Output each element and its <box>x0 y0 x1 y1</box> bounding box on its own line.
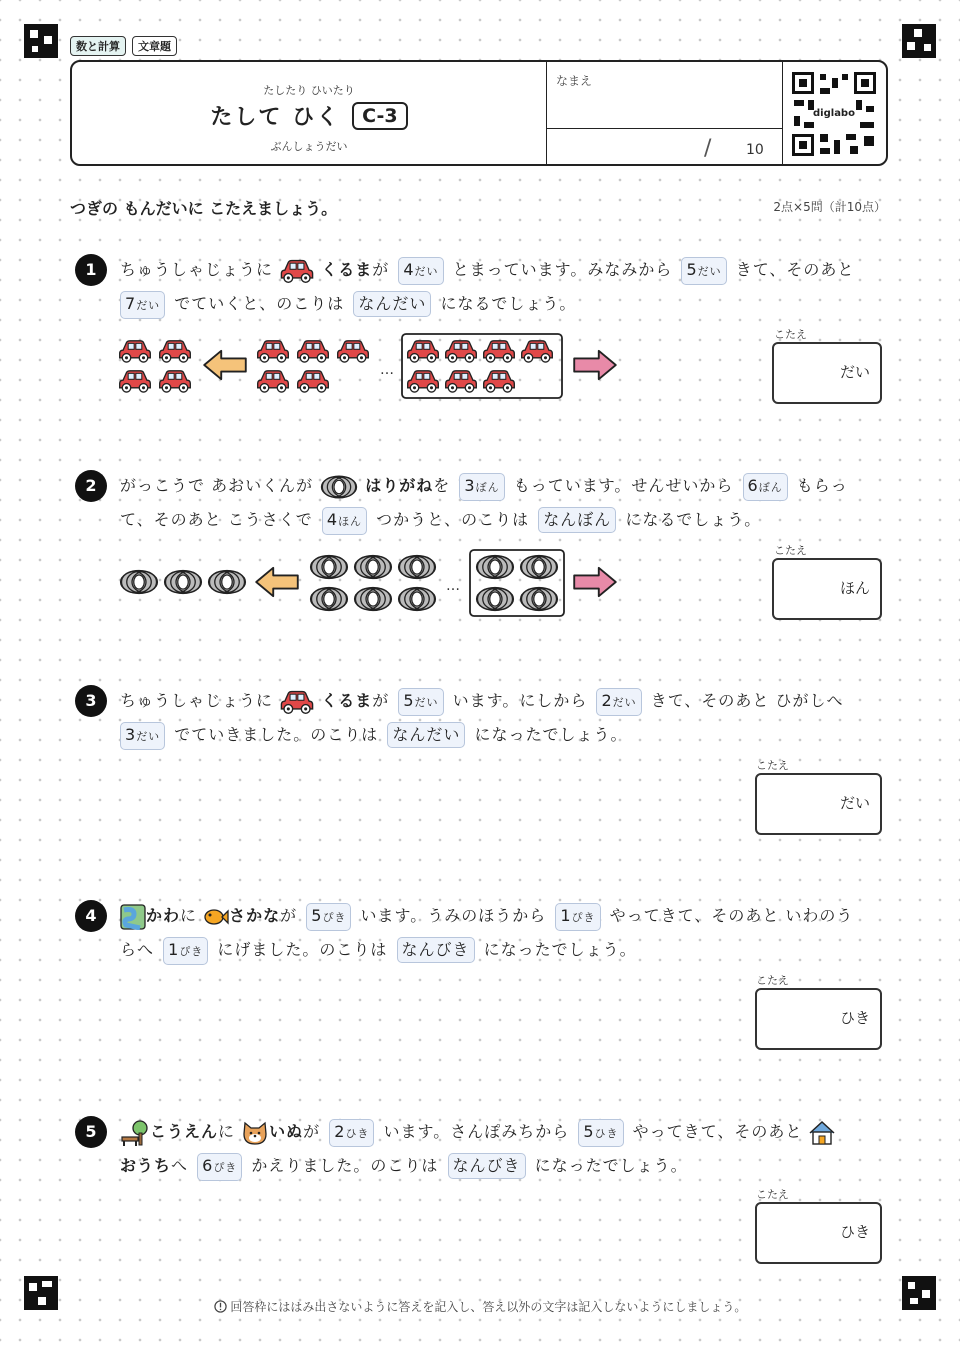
unknown-chip: なんびき <box>397 937 475 963</box>
value-chip: 1ぴき <box>163 937 208 965</box>
value-chip: 6ぼん <box>743 473 788 501</box>
unknown-chip: なんびき <box>448 1153 526 1179</box>
value-chip: 4ほん <box>322 507 367 535</box>
instruction: つぎの もんだいに こたえましょう。 <box>70 199 338 218</box>
question-number: 2 <box>75 470 107 502</box>
arrow-right-icon <box>574 568 616 596</box>
question-line-2: 7だい でていくと、のこりは なんだい になるでしょう。 <box>120 287 890 321</box>
question-2-illustration <box>114 548 634 620</box>
value-chip: 2ひき <box>329 1119 374 1147</box>
answer-box-2[interactable] <box>772 558 882 620</box>
worksheet-code: C-3 <box>352 102 408 130</box>
category-tags <box>70 36 177 56</box>
answer-label: こたえ <box>756 974 789 987</box>
question-1-illustration <box>114 332 634 402</box>
unknown-chip: なんぼん <box>538 507 616 533</box>
worksheet-header <box>70 60 888 166</box>
question-line-1: がっこうで あおいくんが はりがねを 3ぼん もっています。せんせいから 6ぼん もらっ <box>120 469 890 503</box>
answer-label: こたえ <box>756 1188 789 1201</box>
value-chip: 6ぴき <box>197 1153 242 1181</box>
arrow-left-icon <box>256 568 298 596</box>
value-chip: 3だい <box>120 722 165 750</box>
question-2 <box>70 470 890 630</box>
arrow-left-icon <box>204 351 246 379</box>
question-number: 5 <box>75 1116 107 1148</box>
tag-word-problem: 文章題 <box>132 36 177 56</box>
info-icon <box>214 1300 227 1313</box>
footer-text: 回答枠にははみ出さないように答えを記入し、答え以外の文字は記入しないようにしましょう。 <box>230 1300 747 1314</box>
name-area <box>546 62 783 164</box>
park-icon <box>120 1119 150 1147</box>
question-5 <box>70 1116 890 1276</box>
unknown-chip: なんだい <box>353 291 431 317</box>
ellipsis: … <box>380 362 394 378</box>
house-icon <box>808 1120 836 1146</box>
river-icon <box>120 904 146 930</box>
title-ruby-bottom: ぶんしょうだい <box>270 140 348 153</box>
name-divider <box>546 128 782 129</box>
question-line-2: て、そのあと こうさくで 4ほん つかうと、のこりは なんぼん になるでしょう。 <box>120 503 890 537</box>
question-1 <box>70 254 890 414</box>
question-text <box>120 899 890 967</box>
value-chip: 3ぼん <box>459 473 504 501</box>
value-chip: 2だい <box>596 688 641 716</box>
corner-marker-top-right <box>902 24 936 58</box>
answer-unit: ひき <box>839 1009 870 1027</box>
points-info: 2点×5問（計10点） <box>773 200 886 214</box>
name-label: なまえ <box>556 74 593 88</box>
question-3 <box>70 685 890 845</box>
answer-box-3[interactable] <box>755 773 882 835</box>
corner-marker-top-left <box>24 24 58 58</box>
answer-box-5[interactable] <box>755 1202 882 1264</box>
value-chip: 5ぴき <box>306 903 351 931</box>
qr-code <box>790 70 878 158</box>
received-wire-group <box>311 556 436 611</box>
arrow-right-icon <box>574 351 616 379</box>
question-line-1: かわに さかなが 5ぴき います。うみのほうから 1ぴき やってきて、そのあと いわのう <box>120 899 890 933</box>
tag-number-calc: 数と計算 <box>70 36 126 56</box>
car-icon <box>279 689 315 715</box>
page-title: たして ひく <box>210 105 341 130</box>
answer-box-1[interactable] <box>772 342 882 404</box>
score-slash: / <box>704 136 712 161</box>
value-chip: 5だい <box>681 257 726 285</box>
answer-unit: だい <box>839 363 870 381</box>
qr-label: diglabo <box>813 108 855 119</box>
title-row <box>72 100 546 131</box>
answer-label: こたえ <box>774 544 807 557</box>
question-line-2: らへ 1ぴき にげました。のこりは なんびき になったでしょう。 <box>120 933 890 967</box>
question-text <box>120 469 890 537</box>
dog-icon <box>241 1120 269 1146</box>
value-chip: 1ぴき <box>555 903 600 931</box>
owned-wire-group <box>121 571 246 594</box>
question-4 <box>70 900 890 1060</box>
question-line-2: 3だい でていきました。のこりは なんだい になったでしょう。 <box>120 718 890 752</box>
question-number: 1 <box>75 254 107 286</box>
value-chip: 5だい <box>398 688 443 716</box>
value-chip: 4だい <box>398 257 443 285</box>
parked-cars-group <box>120 341 191 392</box>
footer-note <box>0 1298 960 1315</box>
unknown-chip: なんだい <box>387 722 465 748</box>
used-wire-group <box>477 556 558 611</box>
answer-unit: ひき <box>839 1223 870 1241</box>
question-number: 4 <box>75 900 107 932</box>
value-chip: 5ひき <box>578 1119 623 1147</box>
question-line-2: おうちへ 6ぴき かえりました。のこりは なんびき になったでしょう。 <box>120 1149 890 1183</box>
fish-icon <box>203 906 229 928</box>
score-max: 10 <box>746 142 764 158</box>
question-text <box>120 1115 890 1183</box>
answer-unit: だい <box>839 794 870 812</box>
question-number: 3 <box>75 685 107 717</box>
question-line-1: ちゅうしゃじょうに くるまが 5だい います。にしから 2だい きて、そのあと ひがしへ <box>120 684 890 718</box>
arriving-cars-group <box>258 341 369 392</box>
question-line-1: こうえんに いぬが 2ひき います。さんぽみちから 5ひき やってきて、そのあと <box>120 1115 890 1149</box>
title-area <box>72 62 547 164</box>
answer-box-4[interactable] <box>755 988 882 1050</box>
value-chip: 7だい <box>120 291 165 319</box>
question-text <box>120 684 890 752</box>
answer-label: こたえ <box>774 328 807 341</box>
answer-label: こたえ <box>756 759 789 772</box>
ellipsis: … <box>446 578 460 594</box>
question-text <box>120 253 890 321</box>
title-ruby-top: たしたり ひいたり <box>263 84 355 97</box>
question-line-1: ちゅうしゃじょうに くるまが 4だい とまっています。みなみから 5だい きて、そのあと <box>120 253 890 287</box>
answer-unit: ほん <box>839 579 870 597</box>
wire-coil-icon <box>319 474 359 500</box>
leaving-cars-group <box>408 341 553 392</box>
car-icon <box>279 258 315 284</box>
